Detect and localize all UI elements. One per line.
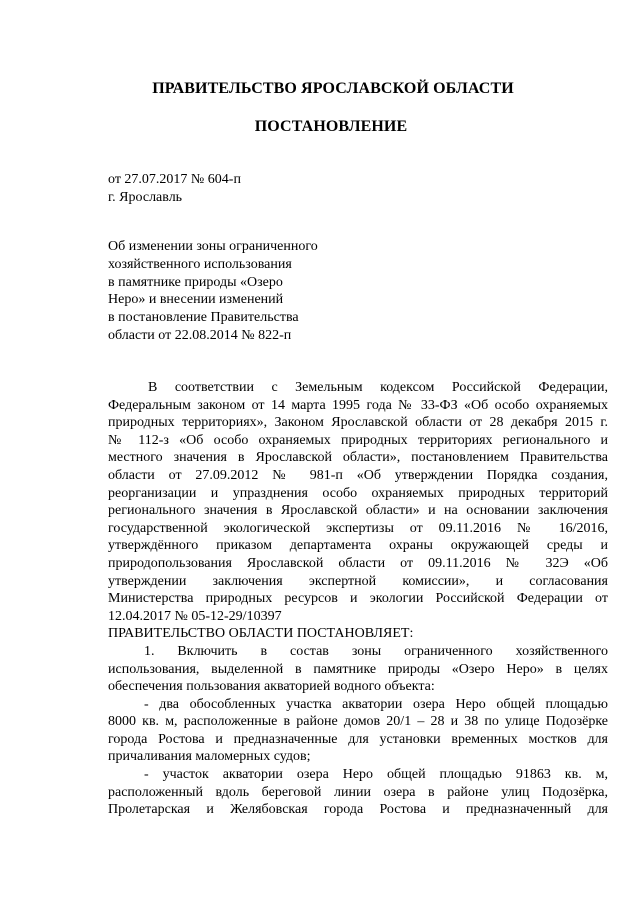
government-title: ПРАВИТЕЛЬСТВО ЯРОСЛАВСКОЙ ОБЛАСТИ [152,80,514,97]
preamble-line: природных территориях», Законом Ярославской области от 28 декабря 2015 г. [108,415,608,431]
document-city: г. Ярославль [108,190,183,205]
bullet-2-line: - участок акватории озера Неро общей площадью 91863 кв. м, [144,767,608,783]
preamble-line: регионального значения в Ярославской области» и на основании заключения [108,503,608,519]
preamble-line: 12.04.2017 № 05-12-29/10397 [108,608,282,624]
bullet-1-line: 8000 кв. м, расположенные в районе домов 20/1 – 28 и 38 по улице Подозёрке [108,714,608,730]
bullet-1-line: - два обособленных участка акватории озера Неро общей площадью [144,696,608,712]
document-type-title: ПОСТАНОВЛЕНИЕ [254,118,408,135]
resolves-heading: ПРАВИТЕЛЬСТВО ОБЛАСТИ ПОСТАНОВЛЯЕТ: [108,626,414,642]
subject-line: Об изменении зоны ограниченного [108,239,318,254]
subject-line: области от 22.08.2014 № 822-п [108,327,292,343]
subject-line: хозяйственного использования [108,256,292,272]
item-1-line: использования, выделенной в памятнике природы «Озеро Неро» в целях [108,661,608,677]
preamble-line: В соответствии с Земельным кодексом Российской Федерации, [148,380,608,395]
bullet-2-line: расположенный вдоль береговой линии озера в районе улиц Подозёрка, [108,784,608,800]
subject-line: в памятнике природы «Озеро [108,274,283,290]
document-date-number: от 27.07.2017 № 604-п [108,172,241,187]
preamble-line: Министерства природных ресурсов и экологии Российской Федерации от [108,591,608,607]
subject-line: в постановление Правительства [108,310,299,326]
item-1-line: обеспечения пользования акваторией водного объекта: [108,679,435,695]
document-body [108,379,608,819]
preamble-line: местного значения в Ярославской области», постановлением Правительства [108,450,608,466]
preamble-line: природопользования Ярославской области от 09.11.2016 № 32Э «Об [108,555,608,571]
preamble-line: Федеральным законом от 14 марта 1995 года № 33-ФЗ «Об особо охраняемых [108,397,608,413]
preamble-line: государственной экологической экспертизы от 09.11.2016 № 16/2016, [108,520,608,536]
preamble-line: № 112-з «Об особо охраняемых природных территориях регионального и [108,432,608,448]
preamble-line: реорганизации и упразднения особо охраняемых природных территорий [108,485,608,501]
item-1-line: 1. Включить в состав зоны ограниченного хозяйственного [144,643,608,659]
subject-line: Неро» и внесении изменений [108,292,284,308]
bullet-2-line: Пролетарская и Желябовская города Ростова и предназначенный для [108,802,608,818]
bullet-1-line: причаливания маломерных судов; [108,749,311,765]
preamble-line: утверждении заключения экспертной комиссии», и согласования [108,573,608,589]
preamble-line: области от 27.09.2012 № 981-п «Об утверждении Порядка создания, [108,467,608,483]
preamble-line: утверждённого приказом департамента охраны окружающей среды и [108,538,608,554]
document-subject [108,238,368,345]
bullet-1-line: города Ростова и предназначенные для установки временных мостков для [108,731,608,747]
